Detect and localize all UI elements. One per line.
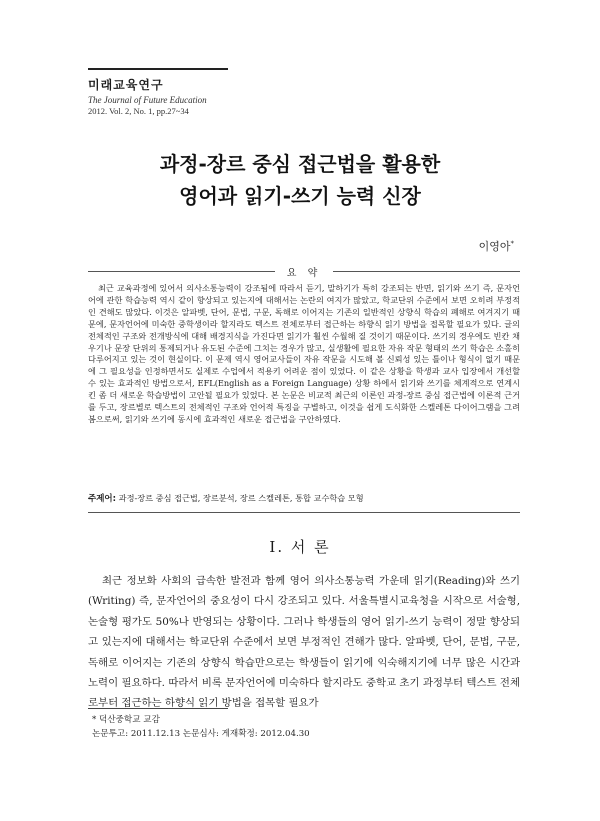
footnote	[92, 713, 310, 741]
divider	[88, 271, 275, 272]
abstract-header	[88, 264, 520, 279]
keywords	[88, 492, 520, 504]
abstract-text: 최근 교육과정에 있어서 의사소통능력이 강조됨에 따라서 듣기, 말하기가 특히 강조되는 반면, 읽기와 쓰기 즉, 문자언어에 관한 학습능력 역시 같이 향상되고 있는지에 대해서는 논란의 여지가 많았고, 학교단위 수준에서 보면 오히려 부정적인 견해도 많았다. 이것은 알파벳, 단어, 문법, 구문, 독해로 이어지는 기존의 일반적인 상향식 학습의 폐해로 여겨지기 때문에, 문자언어에 미숙한 중학생이라 할지라도 텍스트 전체로부터 접근하는 하향식 읽기 방법을 접목할 필요가 있다. 글의 전체적인 구조와 전개방식에 대해 배경지식을 가진다면 읽기가 훨씬 수월해 질 것이기 때문이다. 쓰기의 경우에도 빈칸 채우기나 문장 단위의 통제되거나 유도된 수준에 그치는 경우가 많고, 실생활에 필요한 자유 작문 형태의 쓰기 학습은 소홀히 다루어지고 있는 것이 현실이다. 이 문제 역시 영어교사들이 자유 작문을 시도해 볼 신뢰성 있는 틀이나 형식이 없기 때문에 그 필요성을 인정하면서도 실제로 수업에서 적용키 어려운 점이 있었다. 이 같은 상황을 학생과 교사 입장에서 개선할 수 있는 효과적인 방법으로서, EFL(English as a Foreign Language) 상황 하에서 읽기와 쓰기를 체계적으로 연계시킨 좀 더 새로운 학습방법이 고안될 필요가 있었다. 본 논문은 비교적 최근의 이론인 과정-장르 중심 접근법에 이론적 근거를 두고, 장르별로 텍스트의 전체적인 구조와 언어적 특징을 구별하고, 이것을 쉽게 도식화한 스켈레톤 다이어그램을 그려 봄으로써, 읽기와 쓰기에 동시에 효과적인 새로운 접근법을 구안하였다.	[88, 283, 520, 424]
paper-title-line-2: 영어과 읽기-쓰기 능력 신장	[179, 184, 421, 208]
keywords-label: 주제어:	[88, 494, 117, 504]
journal-english-name: The Journal of Future Education	[88, 95, 207, 105]
journal-volume-info: 2012. Vol. 2, No. 1, pp.27~34	[88, 106, 189, 116]
footnote-dates: 논문투고: 2011.12.13 논문심사: 게재확정: 2012.04.30	[92, 729, 310, 739]
paper-title-line-1: 과정-장르 중심 접근법을 활용한	[159, 152, 441, 176]
abstract-label: 요 약	[286, 268, 322, 279]
journal-korean-name: 미래교육연구	[88, 78, 164, 92]
author-footnote-mark: *	[510, 239, 514, 248]
journal-header	[88, 68, 228, 116]
paper-title	[0, 148, 600, 212]
section-title: I. 서 론	[269, 538, 331, 556]
footnote-divider	[88, 708, 228, 709]
footnote-affiliation: * 덕산중학교 교감	[92, 715, 160, 725]
author	[479, 238, 514, 254]
keywords-list: 과정-장르 중심 접근법, 장르분석, 장르 스켈레톤, 통합 교수학습 모형	[118, 493, 364, 503]
body-paragraph: 최근 정보화 사회의 급속한 발전과 함께 영어 의사소통능력 가운데 읽기(Reading)와 쓰기(Writing) 즉, 문자언어의 중요성이 다시 강조되고 있다. 서울특별시교육청을 시작으로 서술형, 논술형 평가도 50%나 반영되는 상황이다. 그러나 학생들의 영어 읽기-쓰기 능력이 정말 향상되고 있는지에 대해서는 학교단위 수준에서 보면 부정적인 견해가 많다. 알파벳, 단어, 문법, 구문, 독해로 이어지는 기존의 상향식 학습만으로는 학생들이 읽기에 익숙해지기에 너무 많은 시간과 노력이 필요하다. 따라서 비록 문자언어에 미숙하다 할지라도 중학교 초기 과정부터 텍스트 전체로부터 접근하는 하향식 읽기 방법을 접목할 필요가	[88, 575, 520, 710]
author-name: 이영아	[478, 240, 511, 253]
divider	[88, 512, 520, 513]
divider	[333, 271, 520, 272]
